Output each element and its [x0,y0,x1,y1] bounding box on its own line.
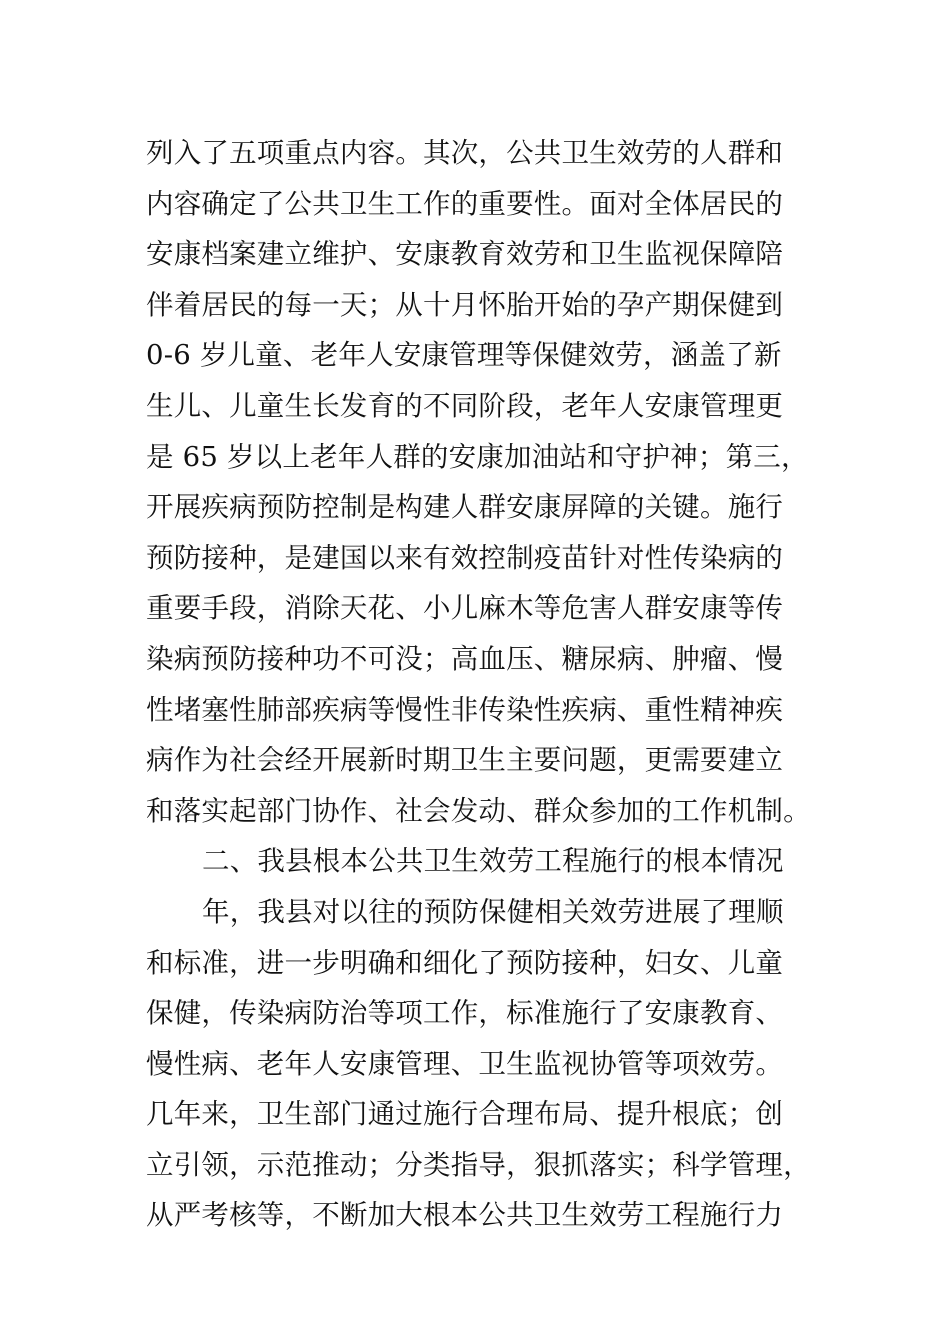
text-line: 几年来，卫生部门通过施行合理布局、提升根底；创 [146,1098,784,1131]
body-text [146,128,836,1241]
text-line: 0-6 岁儿童、老年人安康管理等保健效劳，涵盖了新 [146,339,782,372]
text-line: 列入了五项重点内容。其次，公共卫生效劳的人群和 [146,137,784,169]
text-line: 和落实起部门协作、社会发动、群众参加的工作机制。 [146,794,811,827]
text-line: 伴着居民的每一天；从十月怀胎开始的孕产期保健到 [146,288,784,321]
text-line: 开展疾病预防控制是构建人群安康屏障的关键。施行 [146,491,784,524]
text-line: 染病预防接种功不可没；高血压、糖尿病、肿瘤、慢 [146,642,784,675]
text-line: 内容确定了公共卫生工作的重要性。面对全体居民的 [146,187,784,220]
text-line: 预防接种，是建国以来有效控制疫苗针对性传染病的 [146,541,784,574]
text-line: 从严考核等，不断加大根本公共卫生效劳工程施行力 [146,1199,784,1232]
section-heading: 二、我县根本公共卫生效劳工程施行的根本情况 [202,845,784,878]
text-line: 性堵塞性肺部疾病等慢性非传染性疾病、重性精神疾 [146,693,784,726]
text-line: 生儿、儿童生长发育的不同阶段，老年人安康管理更 [146,389,784,422]
text-line: 慢性病、老年人安康管理、卫生监视协管等项效劳。 [146,1047,784,1080]
paragraph-start-line: 年，我县对以往的预防保健相关效劳进展了理顺 [202,895,784,928]
text-line: 是 65 岁以上老年人群的安康加油站和守护神；第三， [146,440,809,473]
text-line: 立引领，示范推动；分类指导，狠抓落实；科学管理， [146,1148,811,1181]
text-line: 安康档案建立维护、安康教育效劳和卫生监视保障陪 [146,238,784,271]
text-line: 和标准，进一步明确和细化了预防接种，妇女、儿童 [146,946,784,979]
text-line: 病作为社会经开展新时期卫生主要问题，更需要建立 [146,744,784,777]
text-line: 保健，传染病防治等项工作，标准施行了安康教育、 [146,997,784,1030]
text-line: 重要手段，消除天花、小儿麻木等危害人群安康等传 [146,592,784,625]
